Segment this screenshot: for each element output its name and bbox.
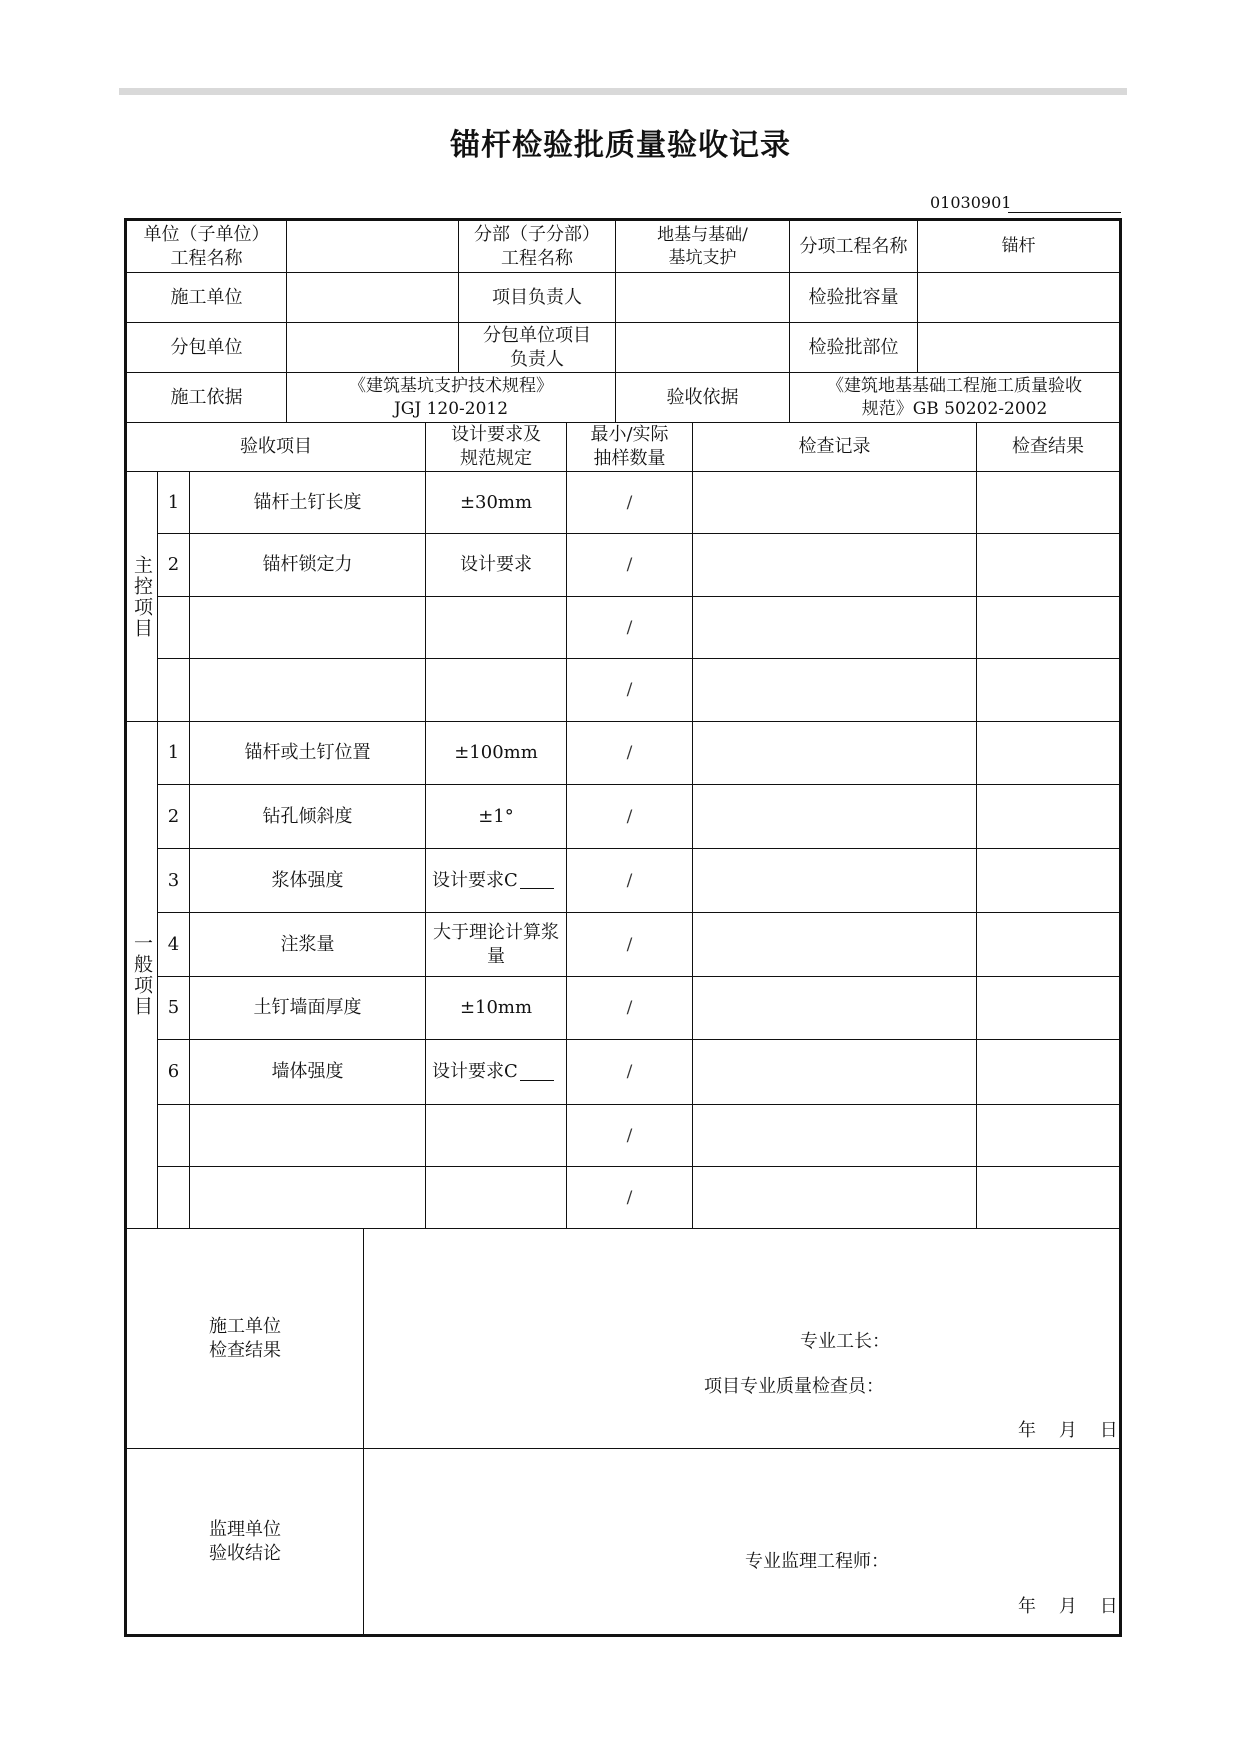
gen-name[interactable] [190, 1105, 426, 1167]
col-item: 验收项目 [127, 423, 426, 472]
sub-label: 分包单位 [127, 323, 287, 373]
form-code-underline [1008, 212, 1121, 213]
gen-result[interactable] [977, 785, 1119, 849]
gen-sample[interactable]: / [567, 849, 693, 913]
gen-name: 墙体强度 [190, 1040, 426, 1105]
mc-record[interactable] [693, 472, 977, 534]
contractor-check-area[interactable] [364, 1229, 1119, 1449]
col-sample: 最小/实际 抽样数量 [567, 423, 693, 472]
gen-name: 锚杆或土钉位置 [190, 722, 426, 785]
unit-value[interactable] [287, 221, 459, 273]
item-label: 分项工程名称 [790, 221, 918, 273]
mc-sample[interactable]: / [567, 659, 693, 722]
mc-record[interactable] [693, 659, 977, 722]
gen-record[interactable] [693, 1040, 977, 1105]
gen-no: 2 [158, 785, 190, 849]
division-label: 分部（子分部） 工程名称 [459, 221, 616, 273]
gen-no: 1 [158, 722, 190, 785]
mc-name: 锚杆土钉长度 [190, 472, 426, 534]
acceptance-basis-value[interactable]: 《建筑地基基础工程施工质量验收 规范》GB 50202-2002 [790, 373, 1119, 423]
gen-result[interactable] [977, 977, 1119, 1040]
foreman-label: 专业工长： [800, 1331, 890, 1352]
unit-label: 单位（子单位） 工程名称 [127, 221, 287, 273]
gen-req: 大于理论计算浆 量 [426, 913, 567, 977]
gen-sample[interactable]: / [567, 1105, 693, 1167]
mc-req[interactable] [426, 659, 567, 722]
capacity-value[interactable] [918, 273, 1119, 323]
location-label: 检验批部位 [790, 323, 918, 373]
gen-sample[interactable]: / [567, 913, 693, 977]
gen-record[interactable] [693, 977, 977, 1040]
mc-req: 设计要求 [426, 534, 567, 597]
sub-pm-value[interactable] [616, 323, 790, 373]
mc-no [158, 659, 190, 722]
gen-req: 设计要求C [432, 869, 518, 891]
sub-pm-label: 分包单位项目 负责人 [459, 323, 616, 373]
gen-sample[interactable]: / [567, 977, 693, 1040]
gen-req: ±10mm [426, 977, 567, 1040]
page-title: 锚杆检验批质量验收记录 [450, 128, 791, 163]
acceptance-basis-label: 验收依据 [616, 373, 790, 423]
mc-result[interactable] [977, 597, 1119, 659]
contractor-label: 施工单位 [127, 273, 287, 323]
inspector-label: 项目专业质量检查员： [704, 1376, 884, 1397]
engineer-label: 专业监理工程师： [745, 1551, 889, 1572]
gen-name: 浆体强度 [190, 849, 426, 913]
main-control-label: 主控项目 [127, 472, 158, 722]
supervisor-date[interactable]: 年 月 日 [1018, 1596, 1118, 1617]
gen-record[interactable] [693, 913, 977, 977]
contractor-value[interactable] [287, 273, 459, 323]
basis-value[interactable]: 《建筑基坑支护技术规程》 JGJ 120-2012 [287, 373, 616, 423]
gen-no: 5 [158, 977, 190, 1040]
supervisor-check-area[interactable] [364, 1449, 1119, 1634]
mc-req[interactable] [426, 597, 567, 659]
gen-sample[interactable]: / [567, 722, 693, 785]
mc-sample[interactable]: / [567, 597, 693, 659]
grade-blank[interactable] [520, 872, 554, 889]
contractor-check-label: 施工单位 检查结果 [127, 1229, 364, 1449]
contractor-date[interactable]: 年 月 日 [1018, 1420, 1118, 1441]
gen-req: 设计要求C [432, 1061, 518, 1082]
gen-result[interactable] [977, 1040, 1119, 1105]
gen-no: 6 [158, 1040, 190, 1105]
gen-req-cell [426, 849, 567, 913]
pm-label: 项目负责人 [459, 273, 616, 323]
gen-no [158, 1167, 190, 1229]
mc-record[interactable] [693, 597, 977, 659]
grade-blank[interactable] [520, 1064, 554, 1081]
inspection-form [124, 218, 1122, 1637]
gen-name: 土钉墙面厚度 [190, 977, 426, 1040]
gen-result[interactable] [977, 1105, 1119, 1167]
mc-req: ±30mm [426, 472, 567, 534]
mc-result[interactable] [977, 659, 1119, 722]
location-value[interactable] [918, 323, 1119, 373]
gen-result[interactable] [977, 1167, 1119, 1229]
gen-no: 4 [158, 913, 190, 977]
division-value[interactable]: 地基与基础/ 基坑支护 [616, 221, 790, 273]
gen-name: 注浆量 [190, 913, 426, 977]
col-result: 检查结果 [977, 423, 1119, 472]
mc-name[interactable] [190, 659, 426, 722]
mc-result[interactable] [977, 534, 1119, 597]
mc-name[interactable] [190, 597, 426, 659]
gen-record[interactable] [693, 722, 977, 785]
gen-result[interactable] [977, 849, 1119, 913]
mc-name: 锚杆锁定力 [190, 534, 426, 597]
mc-sample[interactable]: / [567, 472, 693, 534]
gen-req: ±100mm [426, 722, 567, 785]
mc-record[interactable] [693, 534, 977, 597]
gen-record[interactable] [693, 849, 977, 913]
mc-result[interactable] [977, 472, 1119, 534]
top-rule [119, 88, 1127, 95]
mc-sample[interactable]: / [567, 534, 693, 597]
gen-record[interactable] [693, 1167, 977, 1229]
gen-req[interactable] [426, 1105, 567, 1167]
gen-req[interactable] [426, 1167, 567, 1229]
mc-no [158, 597, 190, 659]
general-label: 一般项目 [127, 722, 158, 1229]
item-value[interactable]: 锚杆 [918, 221, 1119, 273]
capacity-label: 检验批容量 [790, 273, 918, 323]
gen-name[interactable] [190, 1167, 426, 1229]
form-code: 01030901 [930, 193, 1012, 212]
gen-no [158, 1105, 190, 1167]
gen-name: 钻孔倾斜度 [190, 785, 426, 849]
mc-no: 1 [158, 472, 190, 534]
gen-sample[interactable]: / [567, 785, 693, 849]
pm-value[interactable] [616, 273, 790, 323]
gen-req: ±1° [426, 785, 567, 849]
supervisor-check-label: 监理单位 验收结论 [127, 1449, 364, 1634]
gen-record[interactable] [693, 1105, 977, 1167]
gen-result[interactable] [977, 722, 1119, 785]
gen-no: 3 [158, 849, 190, 913]
gen-result[interactable] [977, 913, 1119, 977]
sub-value[interactable] [287, 323, 459, 373]
col-requirement: 设计要求及 规范规定 [426, 423, 567, 472]
mc-no: 2 [158, 534, 190, 597]
gen-req-cell [426, 1040, 567, 1105]
gen-record[interactable] [693, 785, 977, 849]
gen-sample[interactable]: / [567, 1040, 693, 1105]
basis-label: 施工依据 [127, 373, 287, 423]
col-record: 检查记录 [693, 423, 977, 472]
gen-sample[interactable]: / [567, 1167, 693, 1229]
